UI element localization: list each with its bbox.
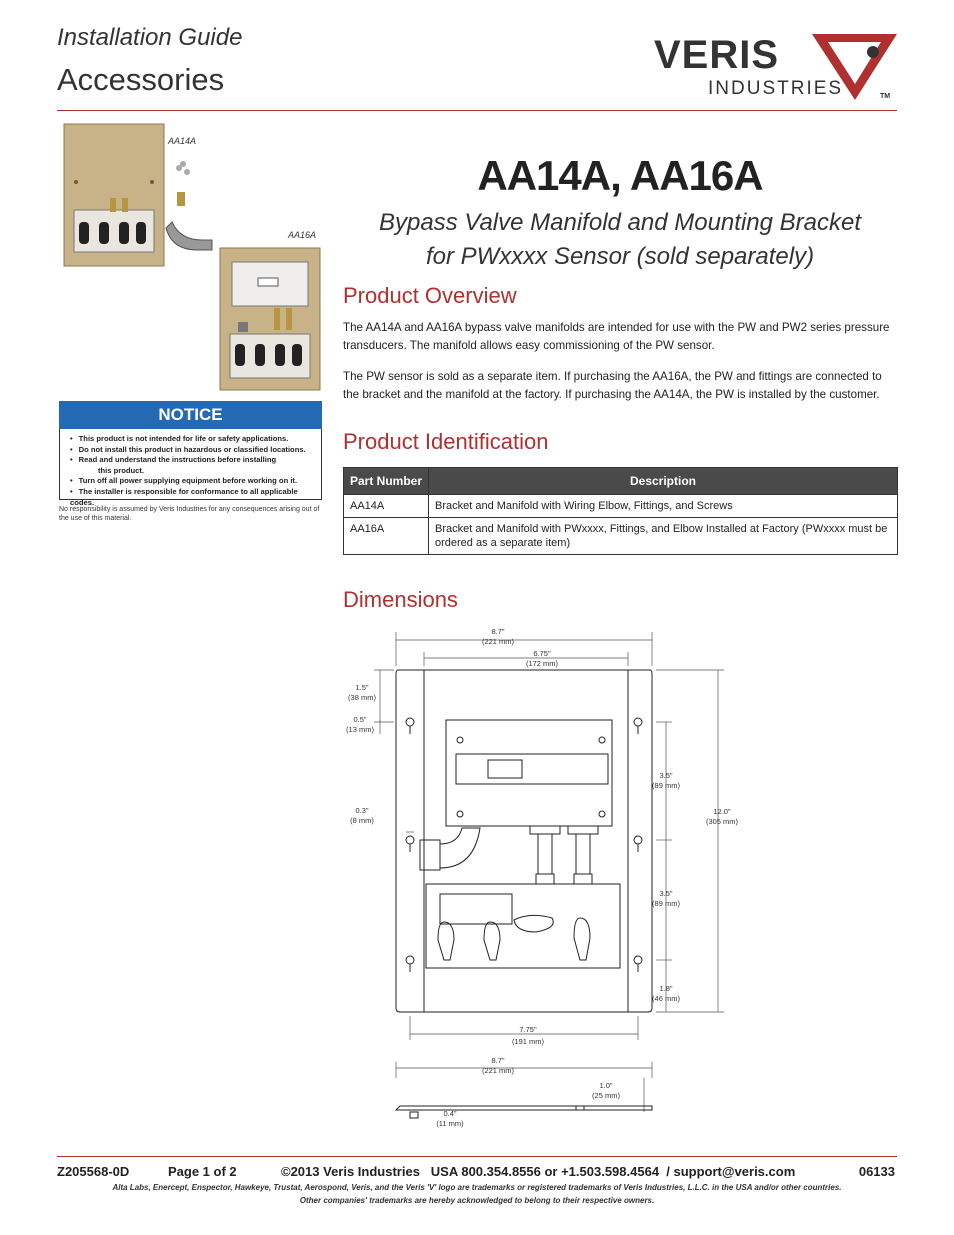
bracket-outline (396, 670, 652, 1012)
footer-divider (57, 1156, 897, 1157)
notice-item: • Read and understand the instructions before installing (70, 455, 321, 466)
dim-slot-offset: 0.5" (353, 715, 367, 724)
overview-paragraph-1: The AA14A and AA16A bypass valve manifolds are intended for use with the PW and PW2 series pressure transducers. The manifold allows easy commissioning of the PW sensor. (343, 321, 890, 352)
dim-segment-2-mm: (89 mm) (652, 899, 680, 908)
trademark-acknowledgement: Other companies' trademarks are hereby acknowledged to belong to their respective owners. (299, 1196, 655, 1205)
doc-type-label: Installation Guide (57, 24, 243, 51)
doc-code: 06133 (858, 1164, 895, 1179)
cell-desc: Bracket and Manifold with Wiring Elbow, Fittings, and Screws (429, 495, 898, 518)
dimension-drawing (340, 622, 760, 1134)
dim-bottom-width: 7.75" (519, 1025, 537, 1034)
table-header-row (344, 468, 898, 495)
sensor-housing (446, 720, 612, 826)
dim-bottom-width-mm: (191 mm) (511, 1037, 545, 1046)
notice-item: • The installer is responsible for conformance to all applicable codes. (70, 487, 321, 508)
doc-number: Z205568-0D (57, 1164, 130, 1179)
wiring-elbow (420, 840, 440, 870)
overview-paragraph-2: The PW sensor is sold as a separate item. If purchasing the AA16A, the PW and fittings are connected to the bracket and the manifold at the factory. If purchasing the AA14A, the PW is installed by the customer. (343, 370, 882, 401)
screws-icon (176, 161, 190, 175)
disclaimer: No responsibility is assumed by Veris Industries for any consequences arising out of the use of this material. (59, 506, 320, 522)
dim-width-inner-mm: (172 mm) (525, 659, 559, 668)
identification-heading: Product Identification (343, 429, 549, 454)
manifold-block (426, 884, 620, 968)
notice-heading: NOTICE (59, 401, 322, 429)
fitting-icon (177, 192, 185, 206)
dim-width-overall: 8.7" (491, 627, 505, 636)
dim-slot-offset-mm: (13 mm) (346, 725, 374, 734)
subtitle-line-2: for PWxxxx Sensor (sold separately) (425, 243, 815, 270)
logo-name: VERIS (654, 33, 780, 77)
cell-part: AA16A (344, 518, 429, 555)
dim-side-height-mm: (25 mm) (592, 1091, 620, 1100)
dim-side-width: 8.7" (491, 1056, 505, 1065)
dim-slot-width-mm: (8 mm) (350, 816, 374, 825)
bracket-side-profile (396, 1106, 652, 1110)
logo-sub: INDUSTRIES (708, 78, 844, 99)
page-number: Page 1 of 2 (168, 1164, 237, 1179)
col-part-number: Part Number (344, 468, 429, 495)
logo-trademark: TM (880, 93, 891, 100)
subtitle-line-1: Bypass Valve Manifold and Mounting Bracket (378, 209, 862, 236)
dim-height-mm: (305 mm) (705, 817, 739, 826)
dim-flange: 0.4" (443, 1109, 457, 1118)
table-row (344, 495, 898, 518)
header-divider (57, 110, 897, 111)
dim-width-overall-mm: (221 mm) (481, 637, 515, 646)
contact-info: ©2013 Veris Industries USA 800.354.8556 or +1.503.598.4564 / support@veris.com (281, 1164, 796, 1179)
veris-logo (652, 28, 902, 102)
image-label-aa16a: AA16A (288, 230, 317, 240)
dim-slot-width: 0.3" (355, 806, 369, 815)
product-photos (62, 122, 322, 392)
dim-side-width-mm: (221 mm) (481, 1066, 515, 1075)
dim-segment-1-mm: (89 mm) (652, 781, 680, 790)
col-description: Description (429, 468, 898, 495)
dimensions-heading: Dimensions (343, 587, 458, 612)
cell-part: AA14A (344, 495, 429, 518)
dim-side-height: 1.0" (599, 1081, 613, 1090)
notice-item: • This product is not intended for life or safety applications. (70, 434, 321, 445)
dim-width-inner: 6.75" (533, 649, 551, 658)
image-label-aa14a: AA14A (168, 136, 197, 146)
section-label: Accessories (57, 62, 225, 97)
page-subtitle (340, 206, 900, 274)
notice-item: • Do not install this product in hazardous or classified locations. (70, 445, 321, 456)
dim-segment-1: 3.5" (659, 771, 673, 780)
cell-desc: Bracket and Manifold with PWxxxx, Fittings, and Elbow Installed at Factory (PWxxxx must be ordered as a separate item) (429, 518, 898, 555)
notice-box (59, 429, 322, 507)
page-title: AA14A, AA16A (477, 152, 763, 199)
dim-segment-3-mm: (46 mm) (652, 994, 680, 1003)
notice-item-continued: this product. (98, 465, 144, 475)
dim-height: 12.0" (713, 807, 731, 816)
dim-top-offset: 1.5" (355, 683, 369, 692)
wiring-elbow-icon (166, 222, 212, 250)
dim-top-offset-mm: (38 mm) (348, 693, 376, 702)
table-row (344, 518, 898, 555)
dim-segment-2: 3.5" (659, 889, 673, 898)
trademark-notice: Alta Labs, Enercept, Enspector, Hawkeye, Trustat, Aerospond, Veris, and the Veris 'V' logo are trademarks or registered trademarks of Veris Industries, L.L.C. in the USA and/or other countries. (112, 1183, 842, 1192)
overview-heading: Product Overview (343, 283, 517, 308)
dim-segment-3: 1.8" (659, 984, 673, 993)
notice-item: • Turn off all power supplying equipment before working on it. (70, 476, 321, 487)
product-id-table (343, 467, 898, 555)
dim-flange-mm: (11 mm) (436, 1119, 464, 1128)
